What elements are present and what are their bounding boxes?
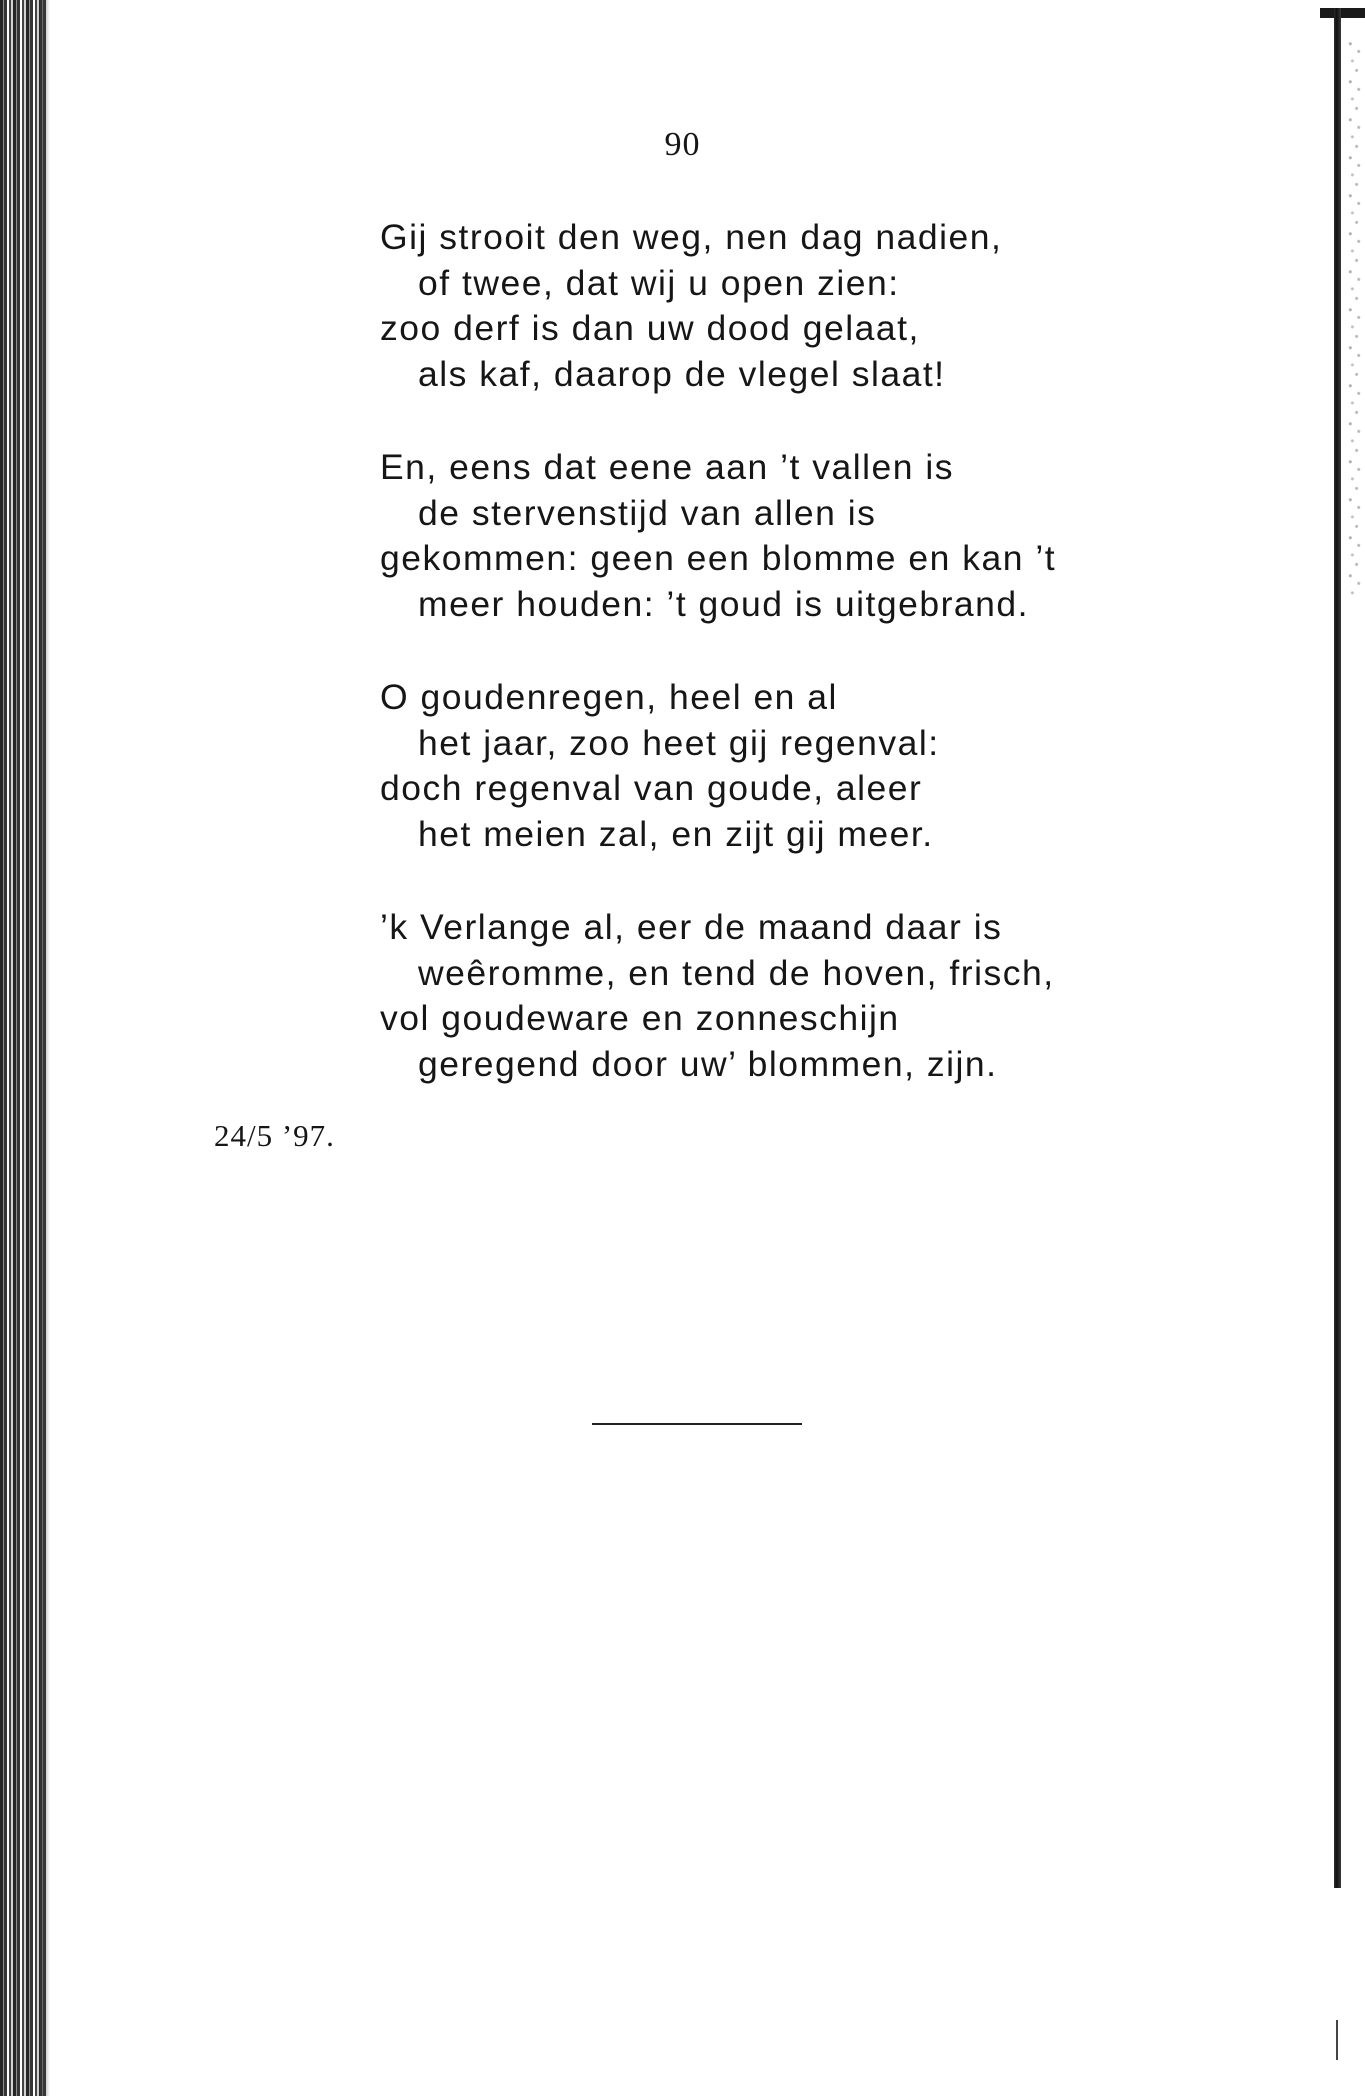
poem-line: zoo derf is dan uw dood gelaat, — [380, 308, 920, 348]
poem-line: het jaar, zoo heet gij regenval: — [418, 722, 940, 763]
poem-line: doch regenval van goude, aleer — [380, 768, 923, 808]
scan-edge-right-tick — [1336, 2020, 1338, 2060]
poem-line: Gij strooit den weg, nen dag nadien, — [380, 217, 1003, 257]
stanza-1 — [380, 215, 1140, 397]
poem-line: En, eens dat eene aan ’t vallen is — [380, 447, 955, 487]
page-number: 90 — [664, 126, 701, 163]
poem-line: of twee, dat wij u open zien: — [418, 262, 900, 303]
poem-line: O goudenregen, heel en al — [380, 677, 838, 717]
poem — [380, 215, 1140, 1135]
scan-edge-left-shadow — [40, 0, 50, 2096]
poem-line: meer houden: ’t goud is uitgebrand. — [418, 583, 1030, 624]
poem-line: weêromme, en tend de hoven, frisch, — [418, 952, 1055, 993]
poem-line: gekommen: geen een blomme en kan ’t — [380, 538, 1057, 578]
poem-line: geregend door uw’ blommen, zijn. — [418, 1043, 998, 1084]
end-rule-divider — [592, 1423, 802, 1425]
scan-edge-right-speckle — [1344, 40, 1365, 600]
stanza-3 — [380, 675, 1140, 857]
stanza-4 — [380, 905, 1140, 1087]
poem-line: vol goudeware en zonneschijn — [380, 998, 900, 1038]
stanza-2 — [380, 445, 1140, 627]
poem-line: het meien zal, en zijt gij meer. — [418, 813, 934, 854]
scan-edge-right-top-bar — [1320, 8, 1365, 18]
poem-line: als kaf, daarop de vlegel slaat! — [418, 353, 946, 394]
scan-edge-right — [1320, 0, 1365, 2096]
scan-edge-right-rule — [1334, 8, 1341, 1888]
poem-date: 24/5 ’97. — [214, 1118, 335, 1153]
poem-line: ’k Verlange al, eer de maand daar is — [380, 907, 1003, 947]
poem-line: de stervenstijd van allen is — [418, 492, 877, 533]
